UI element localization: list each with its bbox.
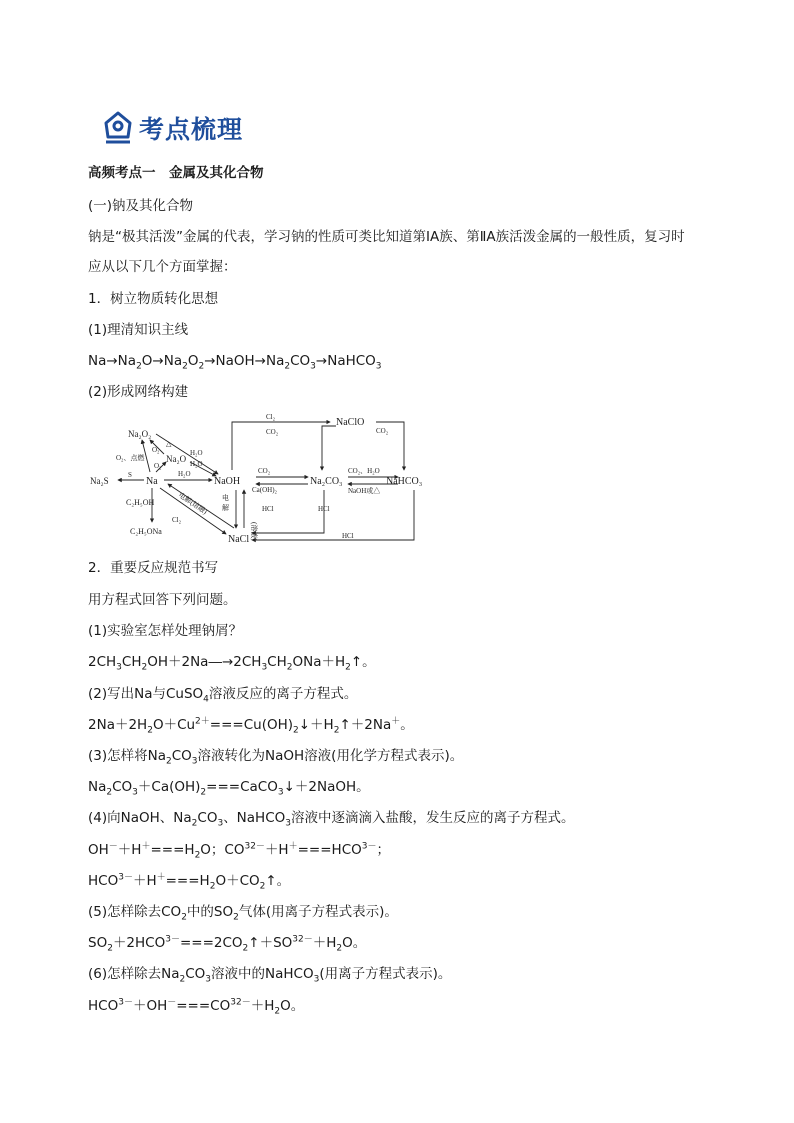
header-title: 考点梳理: [139, 115, 244, 144]
section-header: [103, 108, 243, 148]
h2o-label-2: H₂O: [190, 460, 203, 468]
subsection-title: (一)钠及其化合物: [88, 198, 194, 214]
naoh-label: NaOH: [214, 476, 241, 487]
o2-fire-label: O₂、点燃: [116, 454, 145, 462]
part2-intro: 用方程式回答下列问题。: [88, 592, 237, 608]
co2-label-1: CO₂: [266, 428, 279, 436]
co2-label-3: CO₂: [258, 467, 271, 475]
electrolysis-char-1: 电: [222, 494, 229, 502]
c2h5oh-label: C₂H₅OH: [126, 498, 155, 507]
s-label: S: [128, 471, 132, 479]
answer-4b: $HCO^{3-}+H^+===H_2O+CO_2↑$。: [88, 872, 291, 892]
question-4: (4)向NaOH、$Na_2CO_3$、NaHCO$_3$溶液中逐滴滴入盐酸，发生反应的离子方程式。: [88, 810, 575, 829]
question-2: (2)写出Na与CuSO$_4$溶液反应的离子方程式。: [88, 686, 358, 705]
na2s-label: Na₂S: [90, 476, 109, 486]
o2-label-1: O₂: [152, 446, 160, 454]
h2o-label-1: H₂O: [190, 449, 203, 457]
pen-nib-icon: [103, 111, 133, 145]
na-label: Na: [146, 476, 158, 487]
cl2-label-2: Cl₂: [266, 413, 276, 421]
sodium-network-diagram: [86, 410, 436, 550]
electrolysis-char-2: 解: [222, 504, 229, 512]
electrolysis-melt-label: 电解(熔融): [176, 491, 209, 516]
part1-sub2: (2)形成网络构建: [88, 384, 189, 400]
part2-title: 2．重要反应规范书写: [88, 560, 219, 576]
hcl-label-3: HCl: [342, 532, 354, 540]
solution-label: (溶液): [250, 522, 258, 541]
intro-line-2: 应从以下几个方面掌握：: [88, 259, 237, 275]
answer-3: $Na_2CO_3+Ca(OH)_2===CaCO_3↓+2NaOH$。: [88, 779, 370, 798]
question-5: (5)怎样除去$CO_2$中的$SO_2$气体(用离子方程式表示)。: [88, 904, 398, 923]
c2h5ona-label: C₂H₅ONa: [130, 527, 162, 536]
naoh-or-heat-label: NaOH或△: [348, 487, 381, 495]
co2-h2o-label: CO₂、H₂O: [348, 467, 380, 475]
hcl-label-1: HCl: [262, 505, 274, 513]
cl2-label-1: Cl₂: [172, 516, 182, 524]
hcl-label-2: HCl: [318, 505, 330, 513]
nahco3-label: NaHCO₃: [386, 476, 423, 487]
question-6: (6)怎样除去$Na_2CO_3$溶液中的NaHCO$_3$(用离子方程式表示)。: [88, 966, 452, 985]
na2o-label: Na₂O: [166, 454, 187, 464]
mainline-equation: $Na\to Na_2O\to Na_2O_2\to NaOH\to Na_2CO_3\to NaHCO_3$: [88, 353, 382, 372]
o2-label-2: O₂: [154, 462, 162, 470]
na2o2-label: Na₂O₂: [128, 429, 152, 439]
section-title: 高频考点一 金属及其化合物: [88, 165, 264, 181]
part1-title: 1．树立物质转化思想: [88, 291, 219, 307]
co2-label-2: CO₂: [376, 427, 389, 435]
delta-label: △: [166, 440, 172, 448]
answer-2: $2Na+2H_2O+Cu^{2+}===Cu(OH)_2↓+H_2↑+2Na^+$。: [88, 716, 414, 736]
nacl-label: NaCl: [228, 534, 250, 545]
intro-line-1: 钠是“极其活泼”金属的代表，学习钠的性质可类比知道第ⅠA族、第ⅡA族活泼金属的一般性质，复习时: [88, 229, 685, 245]
part1-sub1: (1)理清知识主线: [88, 322, 189, 338]
question-1: (1)实验室怎样处理钠屑？: [88, 623, 243, 639]
question-3: (3)怎样将$Na_2CO_3$溶液转化为NaOH溶液(用化学方程式表示)。: [88, 748, 464, 767]
answer-1: $2CH_3CH_2OH+2Na―\to 2CH_3CH_2ONa+H_2↑$。: [88, 654, 376, 673]
naclo-label: NaClO: [336, 417, 365, 428]
answer-4a: $OH^-+H^+===H_2O$；$CO^{32-}+H^+===HCO^{3-}$；: [88, 841, 390, 861]
h2o-label-3: H₂O: [178, 470, 191, 478]
na2co3-label: Na₂CO₃: [310, 476, 343, 487]
answer-5: $SO_2+2HCO^{3-}===2CO_2↑+SO^{32-}+H_2O$。: [88, 934, 367, 954]
answer-6: $HCO^{3-}+OH^-===CO^{32-}+H_2O$。: [88, 997, 305, 1017]
caoh2-label: Ca(OH)₂: [252, 486, 277, 494]
